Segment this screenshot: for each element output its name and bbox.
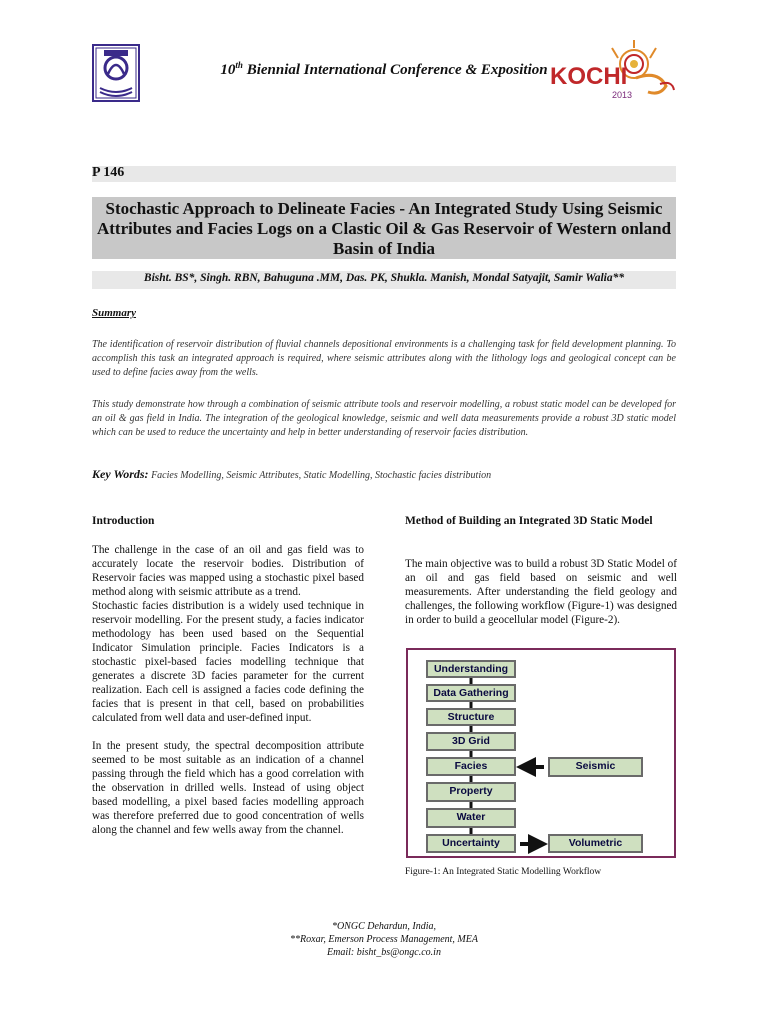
workflow-input-seismic: Seismic	[548, 757, 643, 777]
footer-affiliation-2: **Roxar, Emerson Process Management, MEA	[290, 934, 478, 945]
workflow-output-volumetric: Volumetric	[548, 834, 643, 853]
workflow-step-data-gathering: Data Gathering	[426, 684, 516, 702]
summary-paragraph-1: The identification of reservoir distribution of fluvial channels depositional environments is a challenging task for field development planning. To accomplish this task an integrated approach is required, where seismic attributes along with the lithology logs and geological concept can be used to define facies away from the wells.	[92, 339, 676, 378]
footer-email: Email: bisht_bs@ongc.co.in	[327, 947, 441, 958]
intro-paragraph-3: In the present study, the spectral decomposition attribute seemed to be most suitable as an indication of a channel passing through the field which has a good correlation with the observation in drilled wells. Instead of using object based modelling, a pixel based facies modelling approach was therefore preferred due to good concentration of wells along the channel and few wells away from the channel.	[92, 740, 364, 836]
workflow-step-uncertainty: Uncertainty	[426, 834, 516, 853]
intro-paragraph-2: Stochastic facies distribution is a widely used technique in reservoir modelling. For the present study, a facies indicator methodology has been used based on the Sequential Indicator Simulation principle. Facies Indicators is a stochastic pixel-based facies modelling technique that generates a discrete 3D facies parameter for the current realization. Each cell is assigned a facies code defining the facies that is present in that cell, based on probabilities calculated from well data and user-defined input.	[92, 600, 364, 724]
workflow-step-water: Water	[426, 808, 516, 828]
figure-caption: Figure-1: An Integrated Static Modelling Workflow	[405, 867, 602, 877]
method-paragraph-1: The main objective was to build a robust 3D Static Model of an oil and gas field based on seismic and well measurements. After understanding the field geology and challenges, the following workflow (Figure-1) was designed in order to build a geocellular model (Figure-2).	[405, 558, 677, 626]
summary-heading: Summary	[92, 307, 137, 319]
introduction-heading: Introduction	[92, 515, 155, 527]
summary-paragraph-2: This study demonstrate how through a combination of seismic attribute tools and reservoir modelling, a robust static model can be developed for an oil & gas field in India. The integration of the geological knowledge, seismic and well data measurements provide a robust 3D static model which can be used to reduce the uncertainty and help in better understanding of reservoir facies distribution.	[92, 399, 676, 438]
workflow-figure	[406, 648, 676, 858]
keywords-label: Key Words:	[92, 467, 149, 481]
authors: Bisht. BS*, Singh. RBN, Bahuguna .MM, Das. PK, Shukla. Manish, Mondal Satyajit, Samir Walia**	[143, 272, 625, 284]
method-heading: Method of Building an Integrated 3D Static Model	[405, 515, 653, 527]
svg-text:KOCHI: KOCHI	[550, 63, 628, 90]
paper-id-bar	[92, 166, 676, 182]
paper-id: P 146	[92, 165, 125, 180]
svg-text:2013: 2013	[612, 90, 633, 100]
paper-title: Stochastic Approach to Delineate Facies - An Integrated Study Using Seismic Attributes and Facies Logs on a Clastic Oil & Gas Reservoir of Western onland Basin of India	[96, 199, 672, 258]
footer-affiliation-1: *ONGC Dehardun, India,	[331, 921, 437, 932]
introduction-body	[92, 543, 364, 837]
workflow-step-3d-grid: 3D Grid	[426, 732, 516, 751]
keywords-text: Facies Modelling, Seismic Attributes, Static Modelling, Stochastic facies distribution	[148, 470, 492, 481]
kochi-2013-logo	[548, 40, 678, 102]
intro-paragraph-1: The challenge in the case of an oil and gas field was to accurately locate the reservoir bodies. Distribution of Reservoir facies was mapped using a stochastic pixel based method along with seismic attribute as a trend.	[92, 544, 364, 598]
workflow-step-facies: Facies	[426, 757, 516, 776]
conference-title: 10th Biennial International Conference & Exposition	[220, 60, 548, 78]
keywords	[92, 467, 491, 482]
workflow-step-property: Property	[426, 782, 516, 802]
footer	[0, 920, 768, 959]
workflow-step-structure: Structure	[426, 708, 516, 726]
workflow-step-understanding: Understanding	[426, 660, 516, 678]
